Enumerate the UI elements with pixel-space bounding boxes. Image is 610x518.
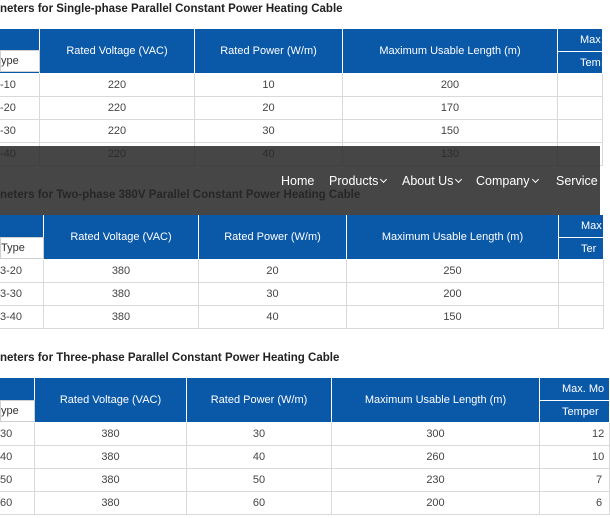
table-row	[0, 283, 604, 306]
cell-length: 250	[347, 260, 559, 283]
cell-length: 200	[347, 283, 559, 306]
nav-about[interactable]	[402, 174, 461, 188]
nav-products[interactable]	[329, 174, 386, 188]
cell-voltage: 380	[35, 446, 187, 469]
header-max: Max. Mo	[540, 378, 610, 401]
table-row	[0, 97, 603, 120]
chevron-down-icon	[455, 176, 462, 183]
section3-heading: neters for Three-phase Parallel Constant Power Heating Cable	[0, 352, 340, 364]
cell-temp: 7	[540, 469, 610, 492]
cell-temp: 10	[540, 446, 610, 469]
cell-voltage: 380	[44, 260, 199, 283]
nav-service[interactable]: Service	[556, 174, 598, 188]
cell-voltage: 380	[44, 306, 199, 329]
cell-type: 3-30	[0, 283, 44, 306]
cell-type: -20	[0, 97, 40, 120]
cell-temp	[559, 283, 604, 306]
cell-type: 50	[0, 469, 35, 492]
nav-products-label: Products	[329, 174, 379, 188]
cell-temp	[558, 74, 603, 97]
cell-voltage: 380	[35, 469, 187, 492]
header-power: Rated Power (W/m)	[187, 378, 332, 423]
header-voltage: Rated Voltage (VAC)	[40, 29, 195, 74]
cell-power: 50	[187, 469, 332, 492]
table-row	[0, 306, 604, 329]
cell-power: 30	[195, 120, 343, 143]
cell-temp	[558, 120, 603, 143]
header-power: Rated Power (W/m)	[199, 215, 347, 260]
header-max: Max	[558, 29, 603, 52]
cell-length: 150	[343, 120, 558, 143]
table-row	[0, 446, 610, 469]
cell-power: 40	[199, 306, 347, 329]
cell-type: -30	[0, 120, 40, 143]
table-row	[0, 74, 603, 97]
section2-table	[0, 214, 604, 329]
cell-voltage: 380	[35, 423, 187, 446]
section3-type-header: ype	[0, 400, 35, 422]
section2-type-header: Type	[0, 237, 44, 259]
table-row	[0, 120, 603, 143]
cell-length: 300	[332, 423, 540, 446]
cell-power: 30	[199, 283, 347, 306]
chevron-down-icon	[380, 176, 387, 183]
cell-voltage: 380	[35, 492, 187, 515]
header-temp: Ter	[559, 238, 604, 260]
cell-type: 30	[0, 423, 35, 446]
header-max: Max	[559, 215, 604, 238]
header-length: Maximum Usable Length (m)	[332, 378, 540, 423]
cell-power: 60	[187, 492, 332, 515]
table-row	[0, 469, 610, 492]
cell-type: 60	[0, 492, 35, 515]
cell-temp	[559, 260, 604, 283]
cell-length: 200	[332, 492, 540, 515]
chevron-down-icon	[531, 176, 538, 183]
cell-temp	[558, 97, 603, 120]
cell-temp: 6	[540, 492, 610, 515]
cell-length: 260	[332, 446, 540, 469]
cell-type: 3-20	[0, 260, 44, 283]
header-voltage: Rated Voltage (VAC)	[35, 378, 187, 423]
table-row	[0, 492, 610, 515]
cell-length: 230	[332, 469, 540, 492]
table-row	[0, 423, 610, 446]
section1-type-header: ype	[0, 50, 40, 72]
header-length: Maximum Usable Length (m)	[347, 215, 559, 260]
cell-length: 150	[347, 306, 559, 329]
header-temp: Tem	[558, 52, 603, 74]
section3-table	[0, 377, 610, 515]
section1-heading: neters for Single-phase Parallel Constant Power Heating Cable	[0, 3, 343, 15]
cell-temp	[559, 306, 604, 329]
cell-length: 200	[343, 74, 558, 97]
cell-temp: 12	[540, 423, 610, 446]
cell-voltage: 220	[40, 74, 195, 97]
section3-header-row	[0, 378, 610, 401]
nav-company-label: Company	[476, 174, 530, 188]
cell-power: 20	[199, 260, 347, 283]
cell-length: 170	[343, 97, 558, 120]
cell-power: 30	[187, 423, 332, 446]
cell-voltage: 220	[40, 97, 195, 120]
header-voltage: Rated Voltage (VAC)	[44, 215, 199, 260]
table-row	[0, 260, 604, 283]
cell-type: 3-40	[0, 306, 44, 329]
header-temp: Temper	[540, 401, 610, 423]
cell-type: -10	[0, 74, 40, 97]
header-length: Maximum Usable Length (m)	[343, 29, 558, 74]
cell-power: 40	[187, 446, 332, 469]
cell-voltage: 380	[44, 283, 199, 306]
section2-header-row	[0, 215, 604, 238]
header-power: Rated Power (W/m)	[195, 29, 343, 74]
nav-bar	[0, 146, 600, 215]
cell-type: 40	[0, 446, 35, 469]
cell-voltage: 220	[40, 120, 195, 143]
cell-power: 20	[195, 97, 343, 120]
cell-power: 10	[195, 74, 343, 97]
nav-about-label: About Us	[402, 174, 454, 188]
nav-home[interactable]: Home	[281, 174, 315, 188]
nav-company[interactable]	[476, 174, 538, 188]
section1-header-row	[0, 29, 603, 52]
